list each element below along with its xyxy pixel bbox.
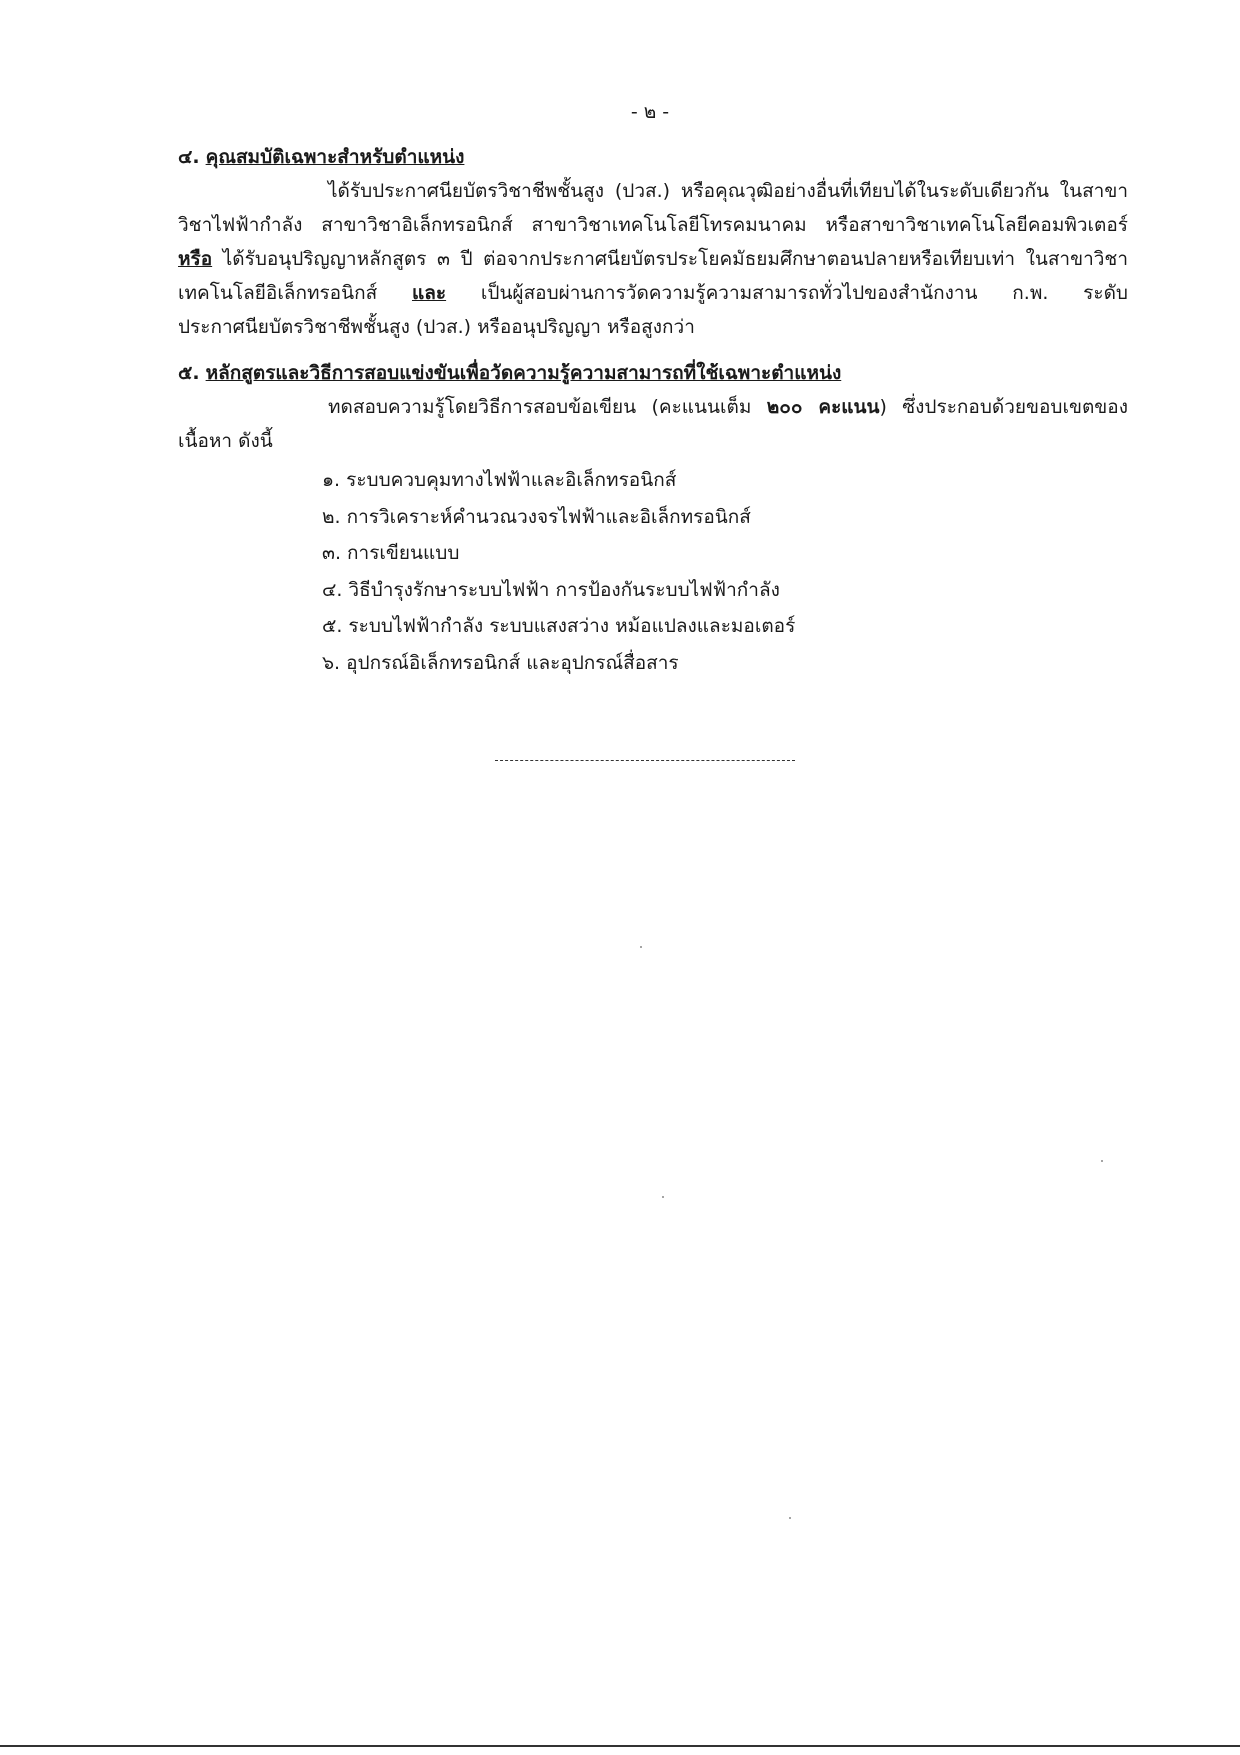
list-item-text: อุปกรณ์อิเล็กทรอนิกส์ และอุปกรณ์สื่อสาร bbox=[346, 651, 679, 674]
section-4-number: ๔. bbox=[178, 146, 200, 168]
end-of-content-divider bbox=[495, 760, 795, 761]
list-item bbox=[322, 499, 1128, 536]
scan-speck bbox=[1101, 1160, 1103, 1162]
and-keyword: และ bbox=[411, 282, 447, 304]
scan-speck bbox=[640, 946, 642, 948]
list-item bbox=[322, 572, 1128, 609]
list-item-number: ๖. bbox=[322, 651, 341, 674]
list-item-text: การวิเคราะห์คำนวณวงจรไฟฟ้าและอิเล็กทรอนิกส์ bbox=[346, 505, 751, 528]
section-spacer bbox=[178, 344, 1128, 356]
section-5-number: ๕. bbox=[178, 362, 200, 384]
list-item bbox=[322, 462, 1128, 499]
section-4-title: คุณสมบัติเฉพาะสำหรับตำแหน่ง bbox=[205, 146, 465, 168]
list-item-number: ๑. bbox=[322, 469, 341, 491]
max-score: ๒๐๐ คะแนน bbox=[766, 396, 880, 418]
scan-speck bbox=[789, 1517, 791, 1519]
scan-speck bbox=[662, 1196, 664, 1198]
page-number: - ๒ - bbox=[630, 101, 670, 123]
section-4-text-3: เป็นผู้สอบผ่านการวัดความรู้ความสามารถทั่วไปของสำนักงาน ก.พ. ระดับประกาศนียบัตรวิชาชีพชั้นสูง (ปวส.) หรืออนุปริญญา หรือสูงกว่า bbox=[178, 282, 1128, 338]
section-4-heading bbox=[178, 140, 1128, 174]
section-4-text-1: ได้รับประกาศนียบัตรวิชาชีพชั้นสูง (ปวส.) หรือคุณวุฒิอย่างอื่นที่เทียบได้ในระดับเดียวกัน ในสาขาวิชาไฟฟ้ากำลัง สาขาวิชาอิเล็กทรอนิกส์ สาขาวิชาเทคโนโลยีโทรคมนาคม หรือสาขาวิชาเทคโนโลยีคอมพิวเตอร์ bbox=[178, 180, 1128, 236]
section-4-text-2: ได้รับอนุปริญญาหลักสูตร ๓ ปี ต่อจากประกาศนียบัตรประโยคมัธยมศึกษาตอนปลายหรือเทียบเท่า ในสาขาวิชาเทคโนโลยีอิเล็กทรอนิกส์ bbox=[178, 248, 1128, 304]
list-item-text: วิธีบำรุงรักษาระบบไฟฟ้า การป้องกันระบบไฟฟ้ากำลัง bbox=[348, 578, 780, 601]
section-5-heading bbox=[178, 356, 1128, 390]
section-5-text-1: ทดสอบความรู้โดยวิธีการสอบข้อเขียน (คะแนนเต็ม bbox=[328, 396, 752, 418]
or-keyword: หรือ bbox=[178, 248, 213, 270]
list-item-text: การเขียนแบบ bbox=[347, 542, 460, 564]
document-body bbox=[178, 140, 1128, 681]
list-item bbox=[322, 608, 1128, 645]
list-item bbox=[322, 645, 1128, 682]
list-item-text: ระบบควบคุมทางไฟฟ้าและอิเล็กทรอนิกส์ bbox=[346, 469, 677, 491]
section-5-text-2: ) ซึ่งประกอบด้วยขอบเขตของเนื้อหา ดังนี้ bbox=[178, 396, 1128, 452]
list-item-text: ระบบไฟฟ้ากำลัง ระบบแสงสว่าง หม้อแปลงและมอเตอร์ bbox=[348, 615, 796, 637]
scan-bottom-edge bbox=[0, 1745, 1240, 1747]
section-5-title: หลักสูตรและวิธีการสอบแข่งขันเพื่อวัดความรู้ความสามารถที่ใช้เฉพาะตำแหน่ง bbox=[205, 362, 842, 384]
section-5-paragraph bbox=[178, 390, 1128, 458]
list-item-number: ๕. bbox=[322, 615, 343, 637]
list-item bbox=[322, 535, 1128, 572]
list-item-number: ๓. bbox=[322, 542, 342, 564]
list-item-number: ๔. bbox=[322, 578, 343, 601]
exam-topics-list bbox=[178, 462, 1128, 681]
list-item-number: ๒. bbox=[322, 505, 341, 528]
section-4-paragraph bbox=[178, 174, 1128, 344]
